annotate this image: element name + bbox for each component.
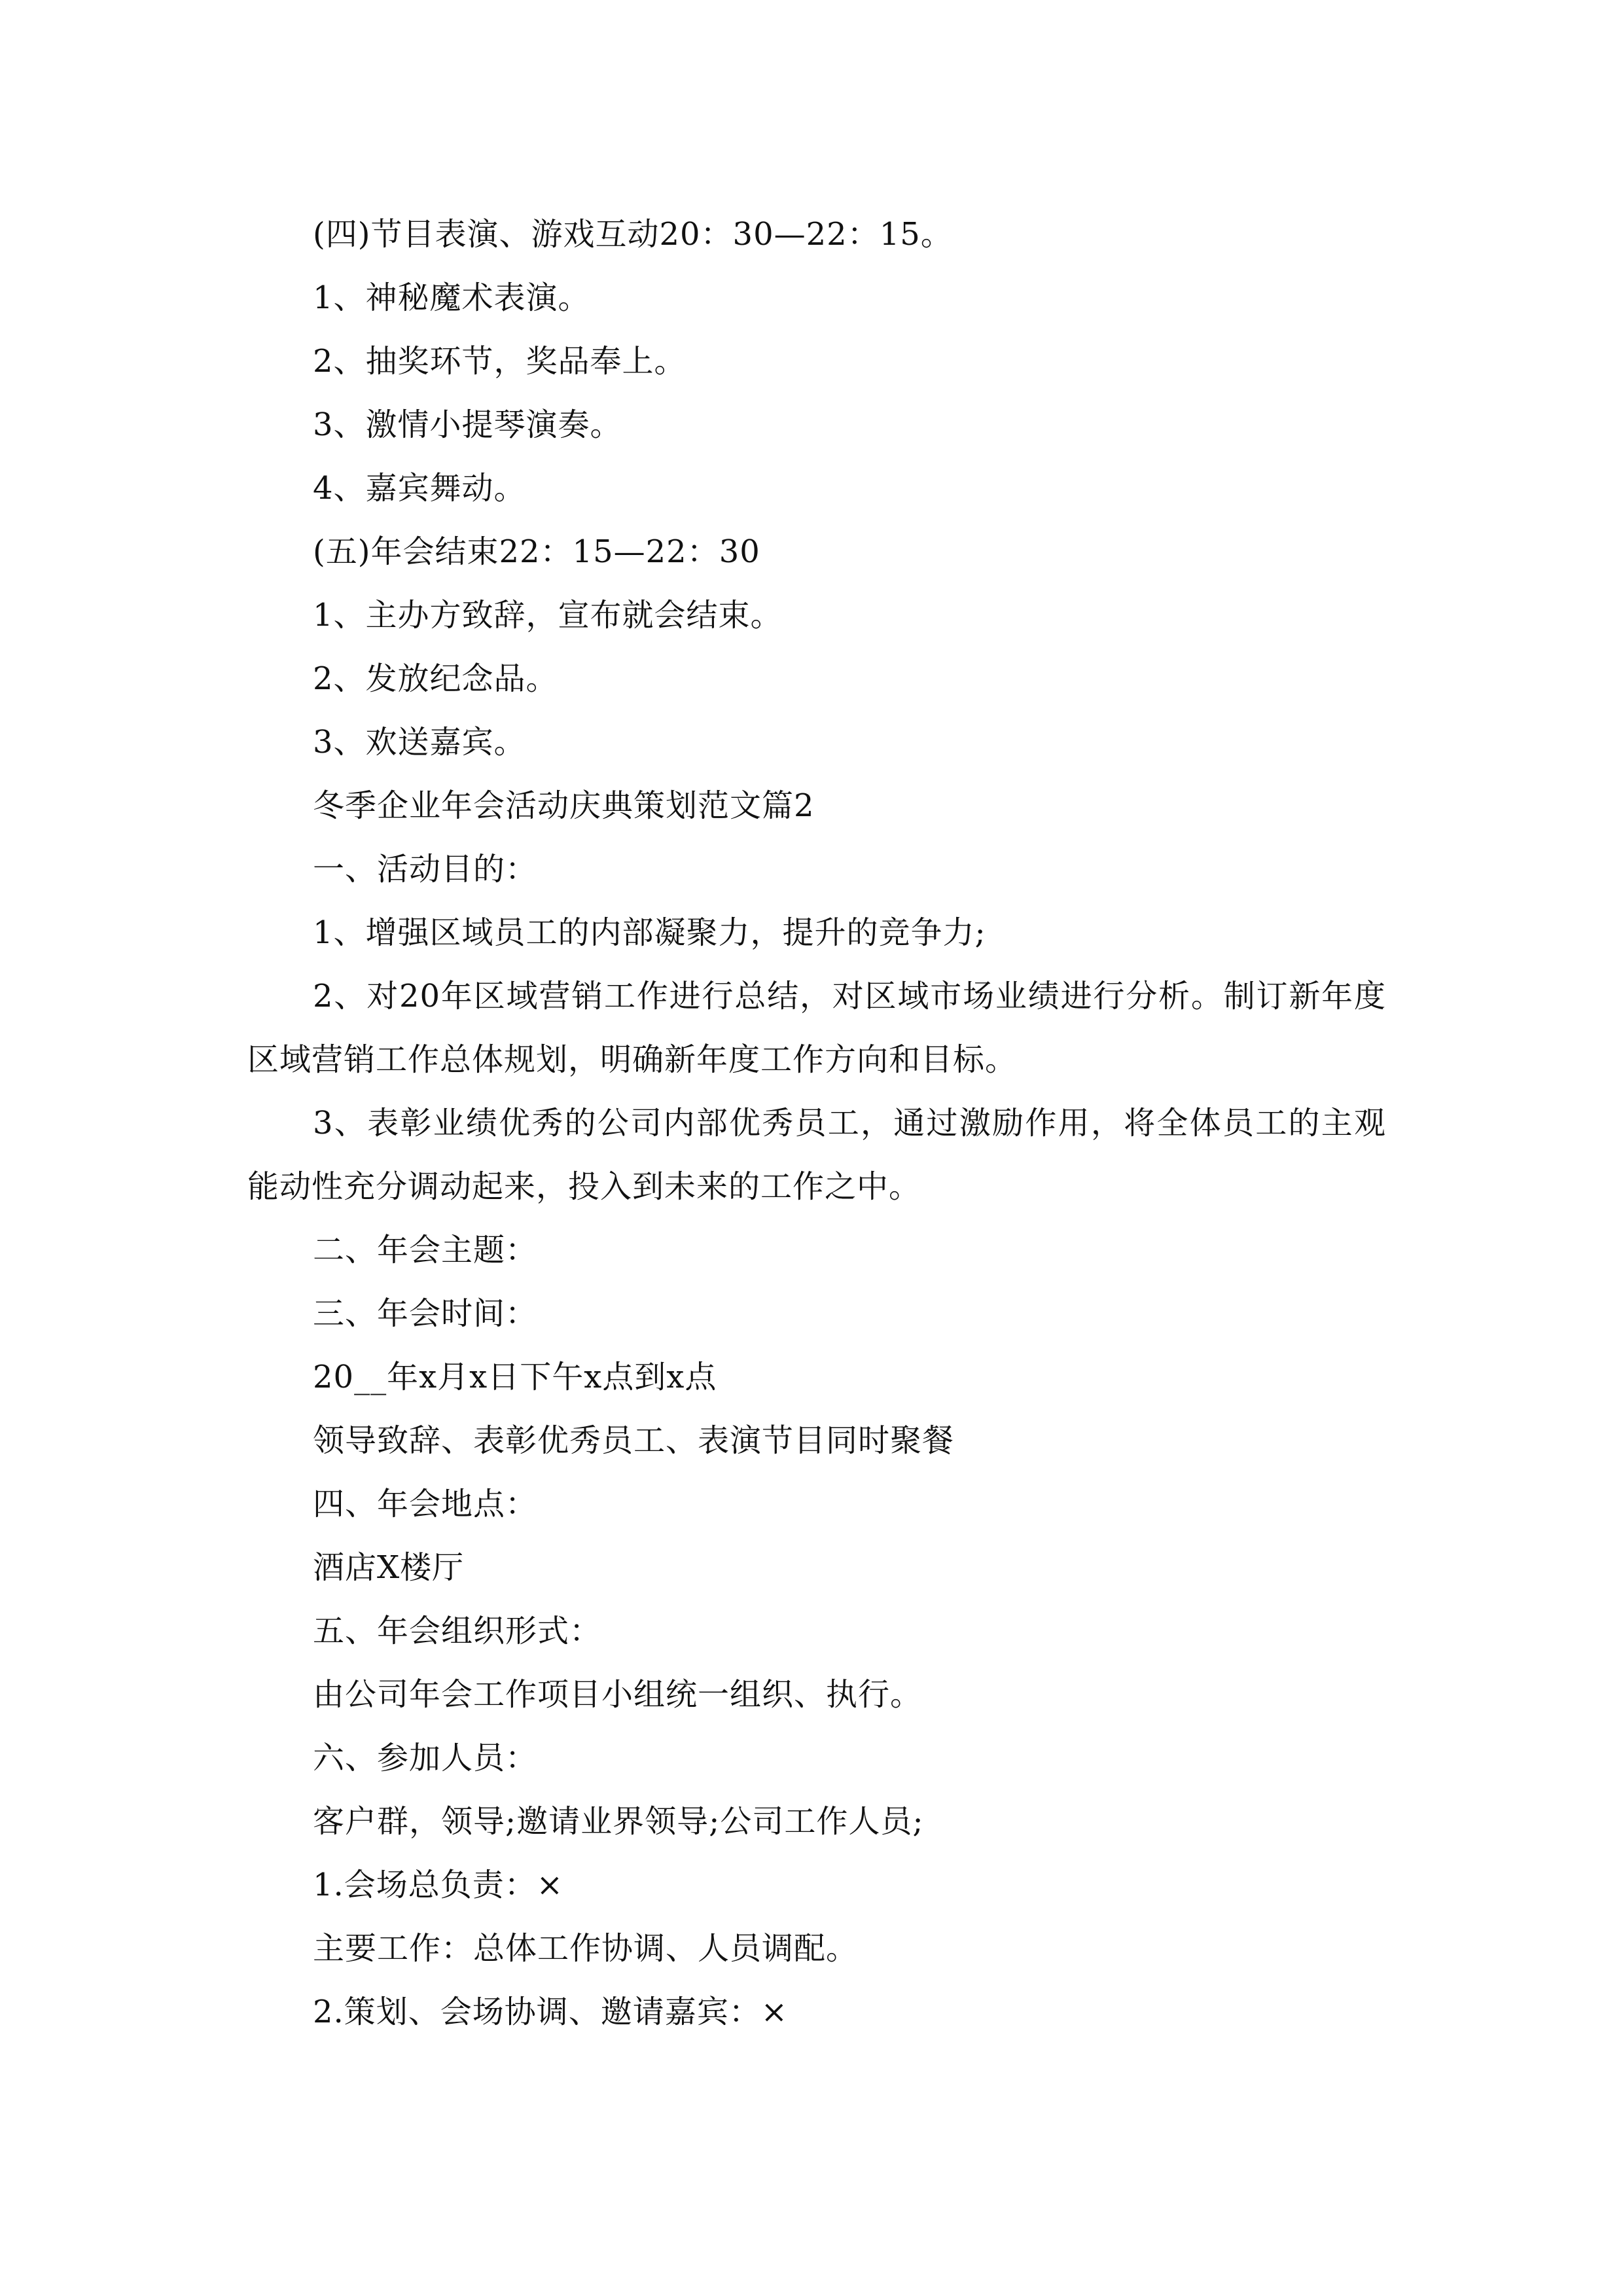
- article-title: 冬季企业年会活动庆典策划范文篇2: [313, 787, 815, 824]
- list-item-multiline: 3、表彰业绩优秀的公司内部优秀员工，通过激励作用，将全体员工的主观能动性充分调动起来，投入到未来的工作之中。: [247, 1105, 1386, 1205]
- list-item: 2.策划、会场协调、邀请嘉宾：×: [313, 1994, 789, 2030]
- list-item: 1、主办方致辞，宣布就会结束。: [313, 597, 783, 634]
- paragraph: 酒店X楼厅: [313, 1549, 465, 1586]
- paragraph: 20__年x月x日下午x点到x点: [313, 1359, 717, 1395]
- paragraph: 主要工作：总体工作协调、人员调配。: [313, 1930, 859, 1967]
- list-item: 2、抽奖环节，奖品奉上。: [313, 343, 687, 380]
- list-item: 3、欢送嘉宾。: [313, 724, 526, 761]
- list-item-multiline: 2、对20年区域营销工作进行总结，对区域市场业绩进行分析。制订新年度区域营销工作总体规划，明确新年度工作方向和目标。: [247, 978, 1386, 1078]
- list-item: 1、神秘魔术表演。: [313, 279, 590, 316]
- section-heading-purpose: 一、活动目的：: [313, 851, 538, 888]
- list-item: 4、嘉宾舞动。: [313, 470, 526, 507]
- section-heading-attendees: 六、参加人员：: [313, 1740, 538, 1776]
- section-heading-organization: 五、年会组织形式：: [313, 1613, 602, 1649]
- document-body: [247, 203, 1386, 2044]
- list-item: 1、增强区域员工的内部凝聚力，提升的竞争力;: [313, 914, 986, 951]
- paragraph: 由公司年会工作项目小组统一组织、执行。: [313, 1676, 923, 1713]
- section-heading-performance: (四)节目表演、游戏互动20：30—22：15。: [313, 216, 953, 253]
- section-heading-venue: 四、年会地点：: [313, 1486, 538, 1522]
- section-heading-theme: 二、年会主题：: [313, 1232, 538, 1268]
- section-heading-closing: (五)年会结束22：15—22：30: [313, 533, 760, 570]
- section-heading-time: 三、年会时间：: [313, 1295, 538, 1332]
- list-item: 3、激情小提琴演奏。: [313, 406, 622, 443]
- paragraph: 客户群，领导;邀请业界领导;公司工作人员;: [313, 1803, 924, 1840]
- list-item: 2、发放纪念品。: [313, 660, 558, 697]
- list-item: 1.会场总负责：×: [313, 1867, 564, 1903]
- paragraph: 领导致辞、表彰优秀员工、表演节目同时聚餐: [313, 1422, 955, 1459]
